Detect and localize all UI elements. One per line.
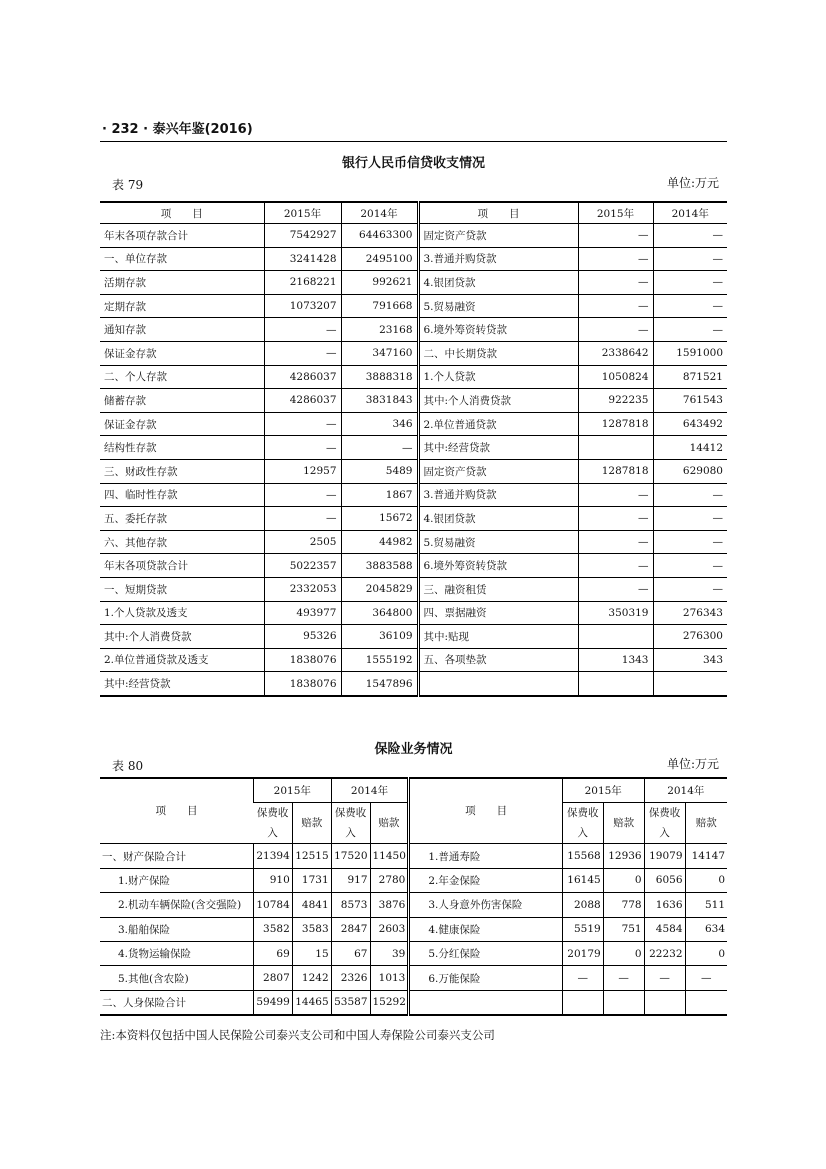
value-2014-cell: 3883588 xyxy=(341,554,418,578)
header-premium: 保费收入 xyxy=(562,803,603,844)
item-cell: 2.单位普通贷款 xyxy=(418,412,578,436)
item-cell: 年末各项贷款合计 xyxy=(100,554,264,578)
claims-2015-cell: 1731 xyxy=(292,868,331,892)
premium-2014-cell: 2847 xyxy=(331,917,370,941)
claims-2015-cell: 14465 xyxy=(292,990,331,1015)
value-2015-cell: 12957 xyxy=(264,459,341,483)
value-2015-cell: 1287818 xyxy=(578,459,653,483)
claims-2015-cell: 15 xyxy=(292,941,331,965)
premium-2014-cell xyxy=(644,990,685,1015)
value-2015-cell: — xyxy=(264,412,341,436)
item-cell: 保证金存款 xyxy=(100,412,264,436)
table79-label: 表 79 xyxy=(112,178,144,192)
value-2015-cell: — xyxy=(578,507,653,531)
value-2014-cell: — xyxy=(653,294,727,318)
claims-2014-cell: 511 xyxy=(685,893,727,917)
value-2014-cell: — xyxy=(653,530,727,554)
value-2015-cell: 2168221 xyxy=(264,271,341,295)
item-cell: 储蓄存款 xyxy=(100,389,264,413)
item-cell: 四、票据融资 xyxy=(418,601,578,625)
item-cell: 6.万能保险 xyxy=(409,966,562,990)
item-cell: 其中:经营贷款 xyxy=(104,678,171,691)
value-2014-cell: 761543 xyxy=(653,389,727,413)
header-premium: 保费收入 xyxy=(644,803,685,844)
value-2015-cell xyxy=(578,625,653,649)
premium-2015-cell: 69 xyxy=(253,941,292,965)
claims-2015-cell: 12936 xyxy=(603,844,644,868)
table-row xyxy=(100,224,727,248)
value-2015-cell: — xyxy=(578,483,653,507)
premium-2014-cell: 8573 xyxy=(331,893,370,917)
claims-2014-cell: 14147 xyxy=(685,844,727,868)
item-cell: 定期存款 xyxy=(100,294,264,318)
value-2015-cell: — xyxy=(578,318,653,342)
premium-2014-cell: 1636 xyxy=(644,893,685,917)
value-2014-cell: 1547896 xyxy=(341,672,418,696)
premium-2015-cell: 15568 xyxy=(562,844,603,868)
item-cell: 二、个人存款 xyxy=(100,365,264,389)
header-2015: 2015年 xyxy=(253,778,331,803)
item-cell: 一、短期贷款 xyxy=(100,577,264,601)
table-row xyxy=(100,318,727,342)
item-cell: 保证金存款 xyxy=(100,341,264,365)
claims-2015-cell: 751 xyxy=(603,917,644,941)
table-row xyxy=(100,941,727,965)
value-2015-cell: 3241428 xyxy=(264,247,341,271)
value-2015-cell xyxy=(578,436,653,460)
claims-2014-cell: 39 xyxy=(370,941,409,965)
table-row xyxy=(100,648,727,672)
header-claims: 赔款 xyxy=(292,803,331,844)
value-2014-cell: 14412 xyxy=(653,436,727,460)
claims-2015-cell: 3583 xyxy=(292,917,331,941)
item-cell: 4.银团贷款 xyxy=(418,271,578,295)
value-2014-cell: 992621 xyxy=(341,271,418,295)
table80-body xyxy=(100,778,727,1015)
claims-2014-cell: — xyxy=(685,966,727,990)
value-2015-cell: 4286037 xyxy=(264,365,341,389)
value-2014-cell: 871521 xyxy=(653,365,727,389)
item-cell: 1.个人贷款及透支 xyxy=(100,601,264,625)
header-claims: 赔款 xyxy=(370,803,409,844)
claims-2015-cell: 12515 xyxy=(292,844,331,868)
value-2015-cell: 5022357 xyxy=(264,554,341,578)
premium-2014-cell: 2326 xyxy=(331,966,370,990)
value-2014-cell: 36109 xyxy=(341,625,418,649)
value-2015-cell: 1343 xyxy=(578,648,653,672)
page-header xyxy=(102,118,253,137)
value-2014-cell: 347160 xyxy=(341,341,418,365)
value-2015-cell: — xyxy=(578,224,653,248)
item-cell: 二、中长期贷款 xyxy=(418,341,578,365)
premium-2014-cell: 917 xyxy=(331,868,370,892)
table-row xyxy=(100,389,727,413)
item-cell: 3.普通并购贷款 xyxy=(418,247,578,271)
premium-2015-cell: 21394 xyxy=(253,844,292,868)
item-cell: 四、临时性存款 xyxy=(100,483,264,507)
premium-2014-cell: 22232 xyxy=(644,941,685,965)
item-cell: 其中:个人消费贷款 xyxy=(418,389,578,413)
item-cell: 固定资产贷款 xyxy=(418,459,578,483)
table-row xyxy=(100,365,727,389)
value-2015-cell: — xyxy=(578,271,653,295)
table-row xyxy=(100,966,727,990)
value-2015-cell: 1073207 xyxy=(264,294,341,318)
value-2014-cell: 15672 xyxy=(341,507,418,531)
item-cell: 5.其他(含农险) xyxy=(100,966,253,990)
value-2014-cell: 364800 xyxy=(341,601,418,625)
value-2014-cell: 2045829 xyxy=(341,577,418,601)
item-cell: 5.贸易融资 xyxy=(418,530,578,554)
premium-2014-cell: 6056 xyxy=(644,868,685,892)
table-row xyxy=(100,436,727,460)
value-2014-cell: 346 xyxy=(341,412,418,436)
item-cell: 4.货物运输保险 xyxy=(100,941,253,965)
item-cell: 5.分红保险 xyxy=(409,941,562,965)
item-cell: 2.单位普通贷款及透支 xyxy=(100,648,264,672)
claims-2015-cell: 0 xyxy=(603,868,644,892)
claims-2014-cell: 634 xyxy=(685,917,727,941)
footnote: 注:本资料仅包括中国人民保险公司泰兴支公司和中国人寿保险公司泰兴支公司 xyxy=(100,1028,495,1042)
value-2014-cell: 44982 xyxy=(341,530,418,554)
table80-unit: 单位:万元 xyxy=(667,757,720,771)
value-2014-cell: — xyxy=(653,247,727,271)
value-2015-cell: 4286037 xyxy=(264,389,341,413)
table80-title: 保险业务情况 xyxy=(374,742,453,757)
value-2015-cell: 2505 xyxy=(264,530,341,554)
value-2015-cell: 493977 xyxy=(264,601,341,625)
item-cell: 2.年金保险 xyxy=(409,868,562,892)
value-2014-cell: 276343 xyxy=(653,601,727,625)
item-cell: 5.贸易融资 xyxy=(418,294,578,318)
premium-2015-cell: 20179 xyxy=(562,941,603,965)
header-2015: 2015年 xyxy=(562,778,644,803)
premium-2015-cell: 3582 xyxy=(253,917,292,941)
page-number: · 232 xyxy=(102,122,139,137)
premium-2015-cell xyxy=(562,990,603,1015)
value-2015-cell: 1838076 xyxy=(264,672,341,696)
table-row xyxy=(100,625,727,649)
item-cell: 3.船舶保险 xyxy=(100,917,253,941)
table-row xyxy=(100,483,727,507)
item-cell xyxy=(418,672,578,696)
table-row xyxy=(100,672,727,696)
value-2015-cell: 2332053 xyxy=(264,577,341,601)
value-2014-cell: 791668 xyxy=(341,294,418,318)
value-2014-cell: — xyxy=(653,483,727,507)
item-cell: 六、其他存款 xyxy=(100,530,264,554)
value-2014-cell xyxy=(653,672,727,696)
item-cell: 3.普通并购贷款 xyxy=(418,483,578,507)
claims-2015-cell: 778 xyxy=(603,893,644,917)
value-2014-cell: — xyxy=(653,318,727,342)
item-cell: 五、委托存款 xyxy=(100,507,264,531)
table-row xyxy=(100,601,727,625)
table-row xyxy=(100,412,727,436)
item-cell: 其中:经营贷款 xyxy=(418,436,578,460)
header-2015: 2015年 xyxy=(578,202,653,224)
item-cell: 6.境外筹资转贷款 xyxy=(418,554,578,578)
value-2014-cell: 2495100 xyxy=(341,247,418,271)
item-cell: 2.机动车辆保险(含交强险) xyxy=(100,893,253,917)
value-2015-cell: — xyxy=(264,483,341,507)
value-2014-cell: — xyxy=(653,224,727,248)
item-cell: 4.健康保险 xyxy=(409,917,562,941)
value-2015-cell: 95326 xyxy=(264,625,341,649)
header-claims: 赔款 xyxy=(685,803,727,844)
claims-2014-cell: 11450 xyxy=(370,844,409,868)
header-rule xyxy=(100,141,727,142)
value-2015-cell: — xyxy=(578,554,653,578)
table79-body xyxy=(100,202,727,696)
value-2015-cell: — xyxy=(264,436,341,460)
table-row xyxy=(100,844,727,868)
claims-2015-cell: 0 xyxy=(603,941,644,965)
value-2015-cell: — xyxy=(578,247,653,271)
header-2014: 2014年 xyxy=(653,202,727,224)
table-row xyxy=(100,893,727,917)
claims-2014-cell: 2780 xyxy=(370,868,409,892)
premium-2015-cell: 910 xyxy=(253,868,292,892)
value-2015-cell: — xyxy=(264,507,341,531)
item-cell: 活期存款 xyxy=(100,271,264,295)
item-cell: 一、财产保险合计 xyxy=(100,844,253,868)
item-cell: 一、单位存款 xyxy=(100,247,264,271)
table-row xyxy=(100,868,727,892)
claims-2014-cell: 3876 xyxy=(370,893,409,917)
premium-2014-cell: 4584 xyxy=(644,917,685,941)
item-cell: 结构性存款 xyxy=(100,436,264,460)
table80-label: 表 80 xyxy=(112,759,144,773)
value-2014-cell: 276300 xyxy=(653,625,727,649)
table-row xyxy=(100,507,727,531)
table-row xyxy=(100,554,727,578)
premium-2015-cell: — xyxy=(562,966,603,990)
value-2015-cell: — xyxy=(578,294,653,318)
header-item: 项 目 xyxy=(100,778,253,844)
header-item: 项 目 xyxy=(409,778,562,844)
table79 xyxy=(100,201,727,697)
item-cell: 固定资产贷款 xyxy=(418,224,578,248)
value-2015-cell: — xyxy=(578,577,653,601)
header-2014: 2014年 xyxy=(644,778,727,803)
table-row xyxy=(100,247,727,271)
value-2014-cell: 343 xyxy=(653,648,727,672)
table80-header-row-1 xyxy=(100,778,727,803)
table-row xyxy=(100,917,727,941)
claims-2014-cell: 1013 xyxy=(370,966,409,990)
premium-2015-cell: 2807 xyxy=(253,966,292,990)
item-cell: 4.银团贷款 xyxy=(418,507,578,531)
value-2014-cell: 1555192 xyxy=(341,648,418,672)
claims-2015-cell: 1242 xyxy=(292,966,331,990)
value-2014-cell: 1591000 xyxy=(653,341,727,365)
value-2014-cell: 1867 xyxy=(341,483,418,507)
value-2015-cell: 1838076 xyxy=(264,648,341,672)
value-2014-cell: 64463300 xyxy=(341,224,418,248)
premium-2014-cell: 17520 xyxy=(331,844,370,868)
item-cell: 三、融资租赁 xyxy=(418,577,578,601)
claims-2014-cell: 0 xyxy=(685,941,727,965)
value-2014-cell: 643492 xyxy=(653,412,727,436)
table-row xyxy=(100,294,727,318)
premium-2014-cell: 67 xyxy=(331,941,370,965)
header-2014: 2014年 xyxy=(341,202,418,224)
header-item: 项 目 xyxy=(418,202,578,224)
value-2015-cell: — xyxy=(264,318,341,342)
item-cell: 通知存款 xyxy=(100,318,264,342)
item-cell: 3.人身意外伤害保险 xyxy=(409,893,562,917)
value-2015-cell: 1050824 xyxy=(578,365,653,389)
table80 xyxy=(100,777,727,1016)
header-2014: 2014年 xyxy=(331,778,409,803)
header-claims: 赔款 xyxy=(603,803,644,844)
value-2014-cell: — xyxy=(653,554,727,578)
value-2014-cell: — xyxy=(653,507,727,531)
item-cell: 1.财产保险 xyxy=(100,868,253,892)
value-2015-cell: — xyxy=(578,530,653,554)
value-2015-cell: — xyxy=(264,341,341,365)
header-premium: 保费收入 xyxy=(331,803,370,844)
claims-2015-cell: 4841 xyxy=(292,893,331,917)
premium-2015-cell: 2088 xyxy=(562,893,603,917)
item-cell: 二、人身保险合计 xyxy=(102,996,186,1009)
premium-2014-cell: 53587 xyxy=(331,990,370,1015)
table-row xyxy=(100,341,727,365)
item-cell: 其中:贴现 xyxy=(418,625,578,649)
premium-2014-cell: 19079 xyxy=(644,844,685,868)
item-cell xyxy=(409,990,562,1015)
table-row xyxy=(100,271,727,295)
header-premium: 保费收入 xyxy=(253,803,292,844)
table-row xyxy=(100,990,727,1015)
value-2014-cell: — xyxy=(653,271,727,295)
value-2015-cell: 922235 xyxy=(578,389,653,413)
header-item: 项 目 xyxy=(100,202,264,224)
claims-2014-cell xyxy=(685,990,727,1015)
value-2015-cell: 2338642 xyxy=(578,341,653,365)
value-2014-cell: 23168 xyxy=(341,318,418,342)
claims-2014-cell: 0 xyxy=(685,868,727,892)
value-2014-cell: — xyxy=(341,436,418,460)
value-2014-cell: 3888318 xyxy=(341,365,418,389)
premium-2015-cell: 59499 xyxy=(253,990,292,1015)
table-row xyxy=(100,577,727,601)
item-cell: 1.个人贷款 xyxy=(418,365,578,389)
item-cell: 1.普通寿险 xyxy=(409,844,562,868)
claims-2015-cell xyxy=(603,990,644,1015)
claims-2014-cell: 2603 xyxy=(370,917,409,941)
value-2015-cell: 350319 xyxy=(578,601,653,625)
premium-2015-cell: 5519 xyxy=(562,917,603,941)
value-2015-cell: 7542927 xyxy=(264,224,341,248)
value-2015-cell xyxy=(578,672,653,696)
premium-2015-cell: 16145 xyxy=(562,868,603,892)
table79-header-row xyxy=(100,202,727,224)
table-row xyxy=(100,459,727,483)
table79-unit: 单位:万元 xyxy=(667,176,720,190)
value-2014-cell: 5489 xyxy=(341,459,418,483)
item-cell: 6.境外筹资转贷款 xyxy=(418,318,578,342)
premium-2015-cell: 10784 xyxy=(253,893,292,917)
item-cell: 其中:个人消费贷款 xyxy=(100,625,264,649)
value-2014-cell: 629080 xyxy=(653,459,727,483)
value-2014-cell: — xyxy=(653,577,727,601)
claims-2015-cell: — xyxy=(603,966,644,990)
claims-2014-cell: 15292 xyxy=(370,990,409,1015)
value-2015-cell: 1287818 xyxy=(578,412,653,436)
item-cell: 三、财政性存款 xyxy=(100,459,264,483)
table-row xyxy=(100,530,727,554)
header-2015: 2015年 xyxy=(264,202,341,224)
premium-2014-cell: — xyxy=(644,966,685,990)
item-cell: 年末各项存款合计 xyxy=(100,224,264,248)
item-cell: 五、各项垫款 xyxy=(418,648,578,672)
value-2014-cell: 3831843 xyxy=(341,389,418,413)
table79-title: 银行人民币信贷收支情况 xyxy=(341,156,485,171)
book-title: · 泰兴年鉴(2016) xyxy=(143,122,253,137)
